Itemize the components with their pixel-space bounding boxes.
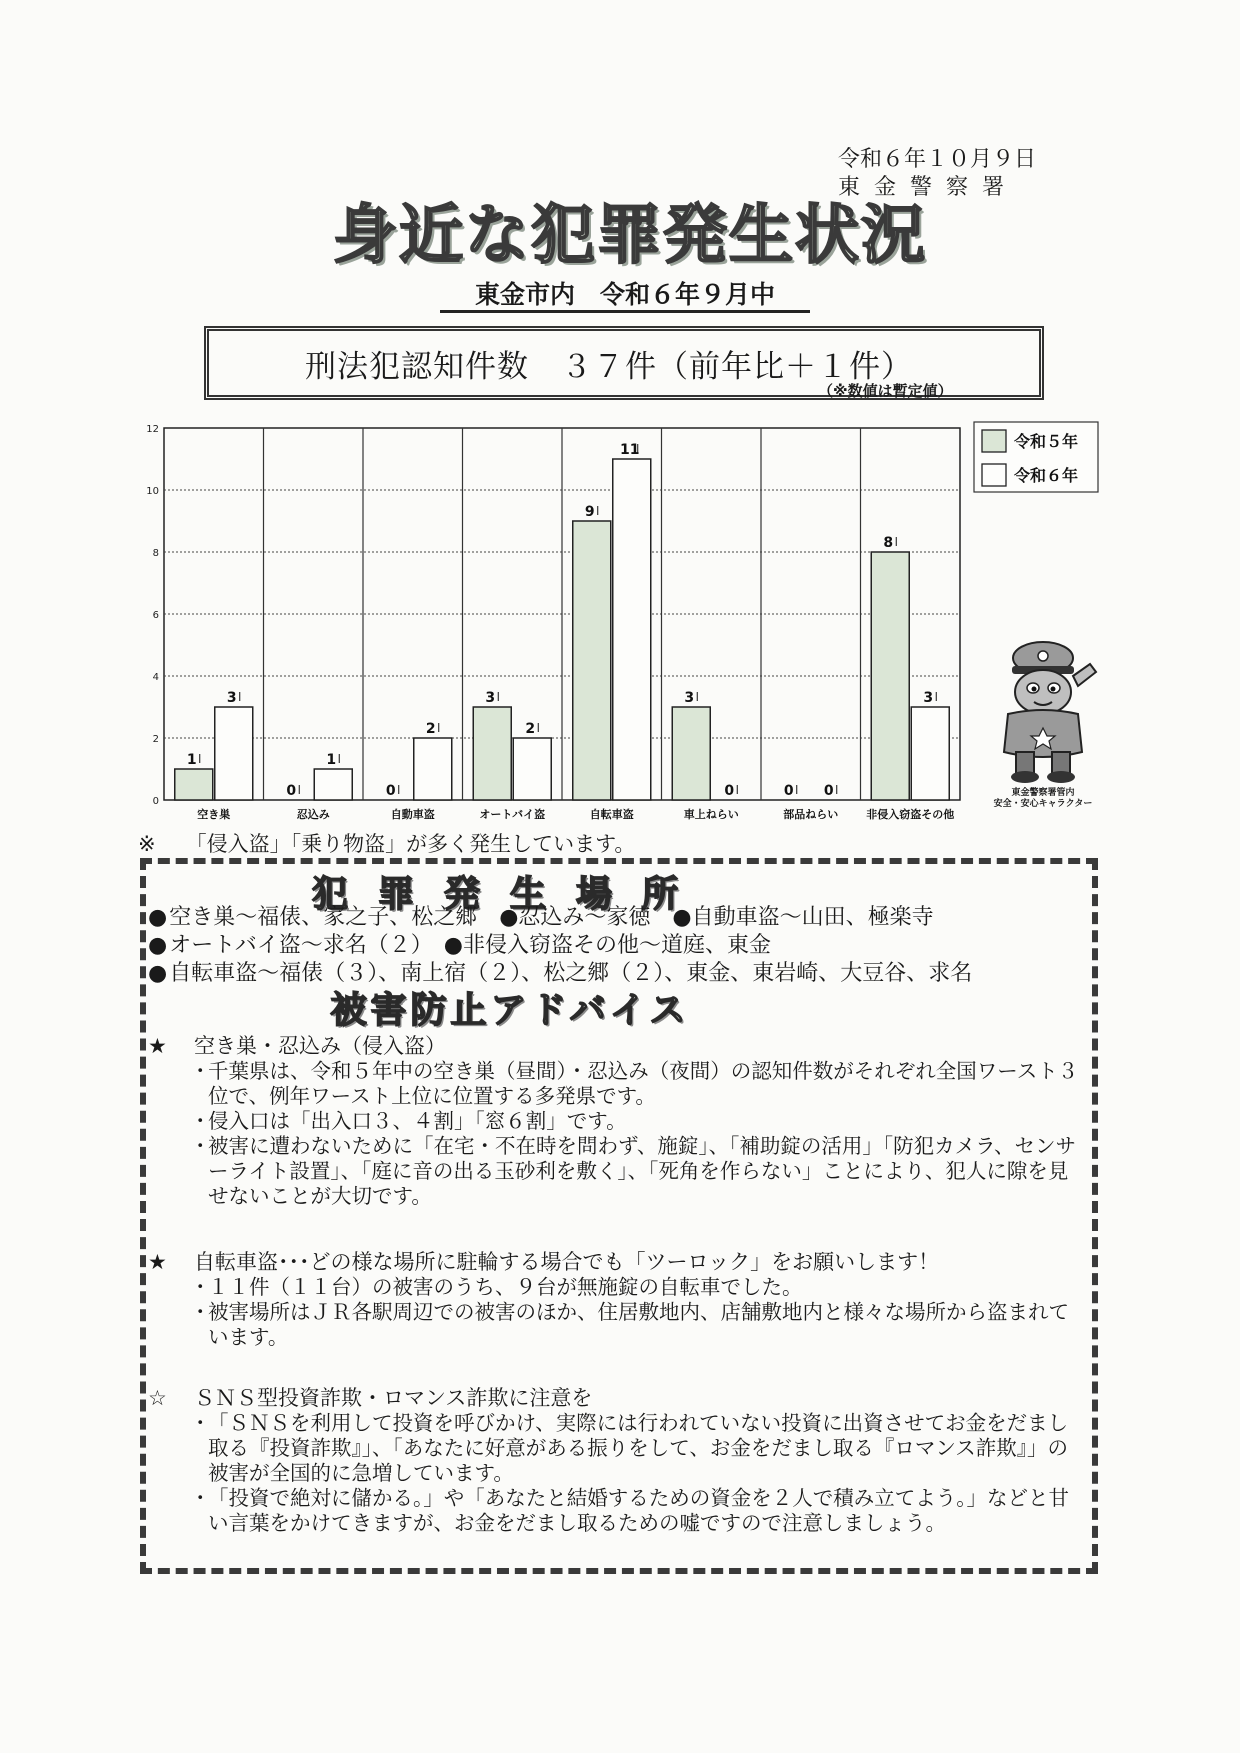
advice-item-text: 「投資で絶対に儲かる。」や「あなたと結婚するための資金を２人で積み立てよう。」などと甘い言葉をかけてきますが、お金をだまし取るための嘘ですので注意しましょう。 [208,1486,1069,1535]
x-category-label: 車上ねらい [683,808,739,820]
x-category-label: 部品ねらい [783,808,839,820]
advice-item [178,1486,1088,1536]
police-station-name: 東金警察署 [838,175,1019,200]
bar-value-label: 0 [724,783,735,799]
legend-label: 令和６年 [1014,466,1079,485]
advice-heading-text: ＳＮＳ型投資詐欺・ロマンス詐欺に注意を [194,1386,593,1410]
y-tick-label: 4 [152,672,159,683]
x-category-label: オートバイ盗 [479,808,546,820]
y-tick-label: 8 [152,548,159,559]
mascot-caption-line2: 安全・安心キャラクター [993,799,1093,809]
bar-value-label: 3 [684,690,695,706]
place-line-1 [148,904,934,932]
bullet-icon: ● [148,961,168,986]
x-category-label: 自転車盗 [589,808,634,820]
x-category-label: 空き巣 [197,808,231,820]
issue-date: 令和６年１０月９日 [838,147,1037,172]
dot-icon: ・ [190,1059,211,1083]
mascot-caption [978,788,1108,810]
advice-item [178,1109,1088,1134]
advice-item [178,1300,1088,1350]
advice-item [178,1275,1088,1300]
bar-value-label: 0 [385,783,396,799]
bar-value-label: 2 [425,721,436,737]
advice-item-text: １１件（１１台）の被害のうち、９台が無施錠の自転車でした。 [208,1275,803,1299]
advice-section-bicycle [148,1250,1088,1350]
bar-r6 [513,738,551,800]
y-tick-label: 2 [152,734,159,745]
legend-swatch [982,464,1006,486]
bar-value-label: 0 [823,783,834,799]
bar-value-label: 0 [783,783,794,799]
dot-icon: ・ [190,1134,211,1158]
crime-count-text: 刑法犯認知件数 ３７件（前年比＋１件） [305,349,913,385]
bullet-icon: ● [148,933,168,958]
bar-r6 [215,707,253,800]
dot-icon: ・ [190,1411,211,1435]
bar-value-label: 1 [326,752,337,768]
bar-r5 [175,769,213,800]
bar-value-label: 11 [620,442,640,458]
place-text-2: オートバイ盗～求名（２） ●非侵入窃盗その他～道庭、東金 [169,933,771,958]
bar-value-label: 1 [186,752,197,768]
mascot-caption-line1: 東金警察署管内 [1011,788,1075,798]
advice-heading-sns-fraud [148,1386,1088,1411]
advice-heading-burglary [148,1034,1088,1059]
crime-places-banner: 犯罪発生場所 [311,873,708,915]
note-text: 「侵入盗」「乗り物盗」が多く発生しています。 [185,832,636,856]
provisional-note: （※数値は暫定値） [818,382,953,400]
advice-item [178,1134,1088,1209]
advice-heading-bicycle [148,1250,1088,1275]
note-mark: ※ [138,832,156,856]
advice-item-text: 被害場所はＪＲ各駅周辺での被害のほか、住居敷地内、店舗敷地内と様々な場所から盗まれています。 [208,1300,1069,1349]
bar-r5 [871,552,909,800]
legend-swatch [982,430,1006,452]
bar-r6 [911,707,949,800]
y-tick-label: 12 [146,424,159,435]
bar-r5 [672,707,710,800]
advice-item-text: 千葉県は、令和５年中の空き巣（昼間）・忍込み（夜間）の認知件数がそれぞれ全国ワースト３位で、例年ワースト上位に位置する多発県です。 [208,1059,1079,1108]
bar-r6 [314,769,352,800]
dot-icon: ・ [190,1486,211,1510]
advice-item-text: 侵入口は「出入口３、４割」「窓６割」です。 [208,1109,627,1133]
advice-item [178,1411,1088,1486]
place-text-3: 自転車盗～福俵（３）、南上宿（２）、松之郷（２）、東金、東岩崎、大豆谷、求名 [169,961,973,986]
legend-label: 令和５年 [1014,432,1079,451]
x-category-label: 自動車盗 [390,808,435,820]
bar-value-label: 2 [525,721,536,737]
place-text-1: 空き巣～福俵、家之子、松之郷 ●忍込み～家徳 ●自動車盗～山田、極楽寺 [169,905,934,930]
bar-r5 [473,707,511,800]
advice-section-burglary [148,1034,1088,1209]
y-tick-label: 0 [152,796,159,807]
bar-value-label: 3 [485,690,496,706]
x-category-label: 忍込み [296,808,330,820]
y-tick-label: 6 [152,610,159,621]
star-outline-icon: ☆ [148,1386,167,1410]
bar-value-label: 8 [883,535,894,551]
bar-value-label: 0 [286,783,297,799]
star-icon: ★ [148,1034,167,1058]
dot-icon: ・ [190,1109,211,1133]
advice-section-sns-fraud [148,1386,1088,1536]
bar-r6 [414,738,452,800]
prevention-advice-banner: 被害防止アドバイス [330,989,690,1031]
bar-value-label: 9 [584,504,595,520]
bar-value-label: 3 [226,690,237,706]
dot-icon: ・ [190,1275,211,1299]
period-subtitle: 東金市内 令和６年９月中 [440,280,810,313]
y-tick-label: 10 [146,486,159,497]
bar-value-label: 3 [923,690,934,706]
bullet-icon: ● [148,905,168,930]
advice-item-text: 「ＳＮＳを利用して投資を呼びかけ、実際には行われていない投資に出資させてお金をだまし取る『投資詐欺』」、「あなたに好意がある振りをして、お金をだまし取る『ロマンス詐欺』」の被害が全国的に急増しています。 [208,1411,1069,1485]
page-title: 身近な犯罪発生状況 [333,198,927,273]
bar-r6 [613,459,651,800]
bar-r5 [573,521,611,800]
place-line-2 [148,932,771,960]
advice-item-text: 被害に遭わないために「在宅・不在時を問わず、施錠」、「補助錠の活用」「防犯カメラ、センサーライト設置」、「庭に音の出る玉砂利を敷く」、「死角を作らない」ことにより、犯人に隙を見せないことが大切です。 [208,1134,1076,1208]
crime-bar-chart [140,420,1100,820]
advice-heading-text: 空き巣・忍込み（侵入盗） [194,1034,446,1058]
date-block [838,146,1068,202]
note-line [138,828,635,858]
x-category-label: 非侵入窃盗その他 [866,808,955,820]
mascot-character-icon [978,636,1108,786]
dot-icon: ・ [190,1300,211,1324]
star-icon: ★ [148,1250,167,1274]
advice-item [178,1059,1088,1109]
advice-heading-text: 自転車盗･･･どの様な場所に駐輪する場合でも「ツーロック」をお願いします！ [194,1250,940,1274]
